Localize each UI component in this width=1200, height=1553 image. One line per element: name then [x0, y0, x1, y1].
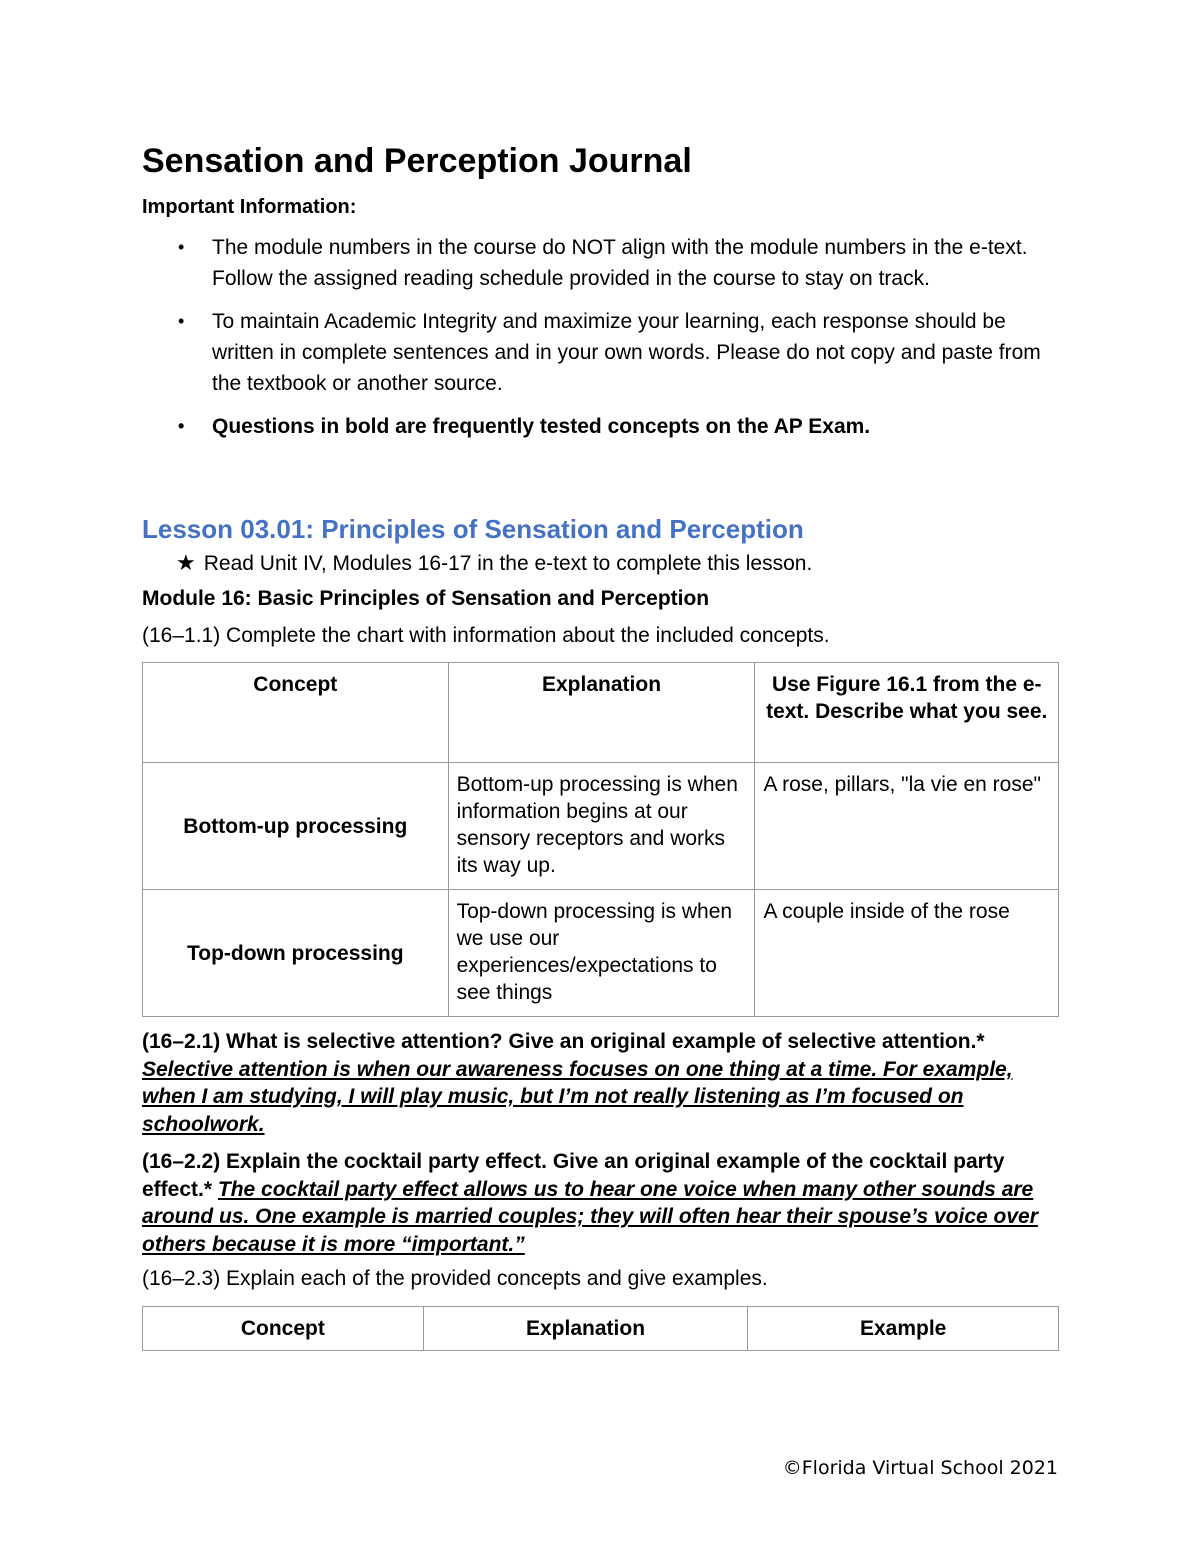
copyright-footer: ©Florida Virtual School 2021	[782, 1457, 1058, 1479]
list-item	[142, 306, 1062, 399]
table-header-explanation: Explanation	[423, 1307, 748, 1351]
list-item-text: To maintain Academic Integrity and maximize your learning, each response should be written in complete sentences and in your own words. Please do not copy and paste from the textbook or another source.	[212, 310, 1041, 395]
table-row	[143, 890, 1059, 1017]
table-header-figure: Use Figure 16.1 from the e-text. Describe what you see.	[755, 663, 1059, 763]
star-icon: ★	[176, 550, 196, 575]
table-header-row	[143, 663, 1059, 763]
list-item-text: Questions in bold are frequently tested concepts on the AP Exam.	[212, 415, 871, 438]
question-16-2-3: (16–2.3) Explain each of the provided concepts and give examples.	[142, 1267, 768, 1290]
important-info-heading: Important Information:	[142, 196, 357, 218]
question-16-2-2	[142, 1148, 1060, 1258]
lesson-heading: Lesson 03.01: Principles of Sensation and Perception	[142, 514, 804, 544]
table-cell-figure: A couple inside of the rose	[755, 890, 1059, 1017]
table-header-explanation: Explanation	[448, 663, 755, 763]
important-info-list	[142, 232, 1062, 454]
question-16-1-1: (16–1.1) Complete the chart with information about the included concepts.	[142, 624, 830, 647]
answer-text: Selective attention is when our awareness focuses on one thing at a time. For example, when I am studying, I will play music, but I’m not really listening as I’m focused on schoolwork.	[142, 1057, 1013, 1136]
concept-chart-table	[142, 662, 1059, 1017]
answer-text: The cocktail party effect allows us to hear one voice when many other sounds are around us. One example is married couples; they will often hear their spouse’s voice over others because it is more “important.”	[142, 1177, 1038, 1256]
table-cell-explanation: Top-down processing is when we use our experiences/expectations to see things	[448, 890, 755, 1017]
table-cell-concept: Top-down processing	[143, 890, 449, 1017]
reading-note-text: Read Unit IV, Modules 16-17 in the e-text to complete this lesson.	[203, 552, 813, 575]
concepts-examples-table	[142, 1306, 1059, 1351]
table-header-row	[143, 1307, 1059, 1351]
question-text: (16–2.1) What is selective attention? Give an original example of selective attention.*	[142, 1030, 985, 1053]
table-header-concept: Concept	[143, 663, 449, 763]
bullet-icon: •	[178, 416, 185, 436]
bullet-icon: •	[178, 311, 185, 331]
table-cell-figure: A rose, pillars, "la vie en rose"	[755, 763, 1059, 890]
list-item	[142, 411, 1062, 442]
list-item-text: The module numbers in the course do NOT align with the module numbers in the e-text. Follow the assigned reading schedule provided in the course to stay on track.	[212, 236, 1028, 290]
reading-note	[176, 550, 812, 576]
table-header-example: Example	[748, 1307, 1059, 1351]
table-row	[143, 763, 1059, 890]
question-text: (16–2.2) Explain the cocktail party effect. Give an original example of the cocktail party effect.*	[142, 1150, 1005, 1201]
table-cell-concept: Bottom-up processing	[143, 763, 449, 890]
page-title: Sensation and Perception Journal	[142, 142, 692, 180]
question-16-2-1	[142, 1028, 1060, 1138]
list-item	[142, 232, 1062, 294]
bullet-icon: •	[178, 237, 185, 257]
module-heading: Module 16: Basic Principles of Sensation and Perception	[142, 587, 710, 610]
table-header-concept: Concept	[143, 1307, 424, 1351]
table-cell-explanation: Bottom-up processing is when information begins at our sensory receptors and works its way up.	[448, 763, 755, 890]
